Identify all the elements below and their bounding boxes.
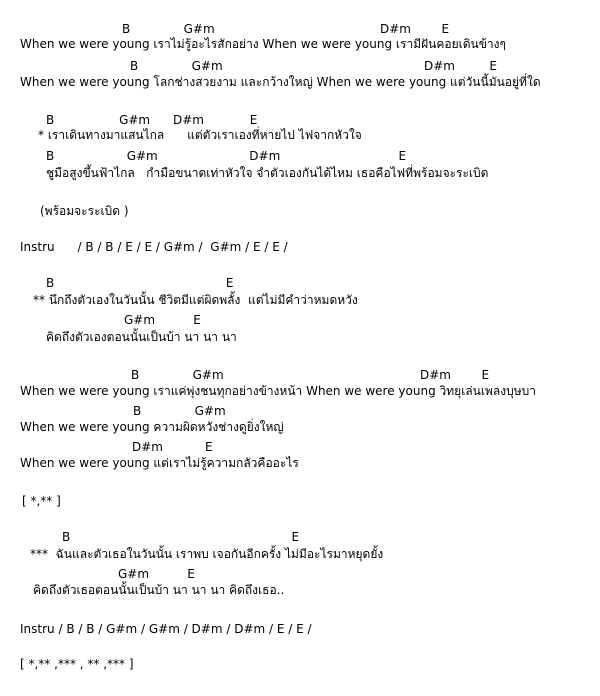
lyric-line: * เราเดินทางมาแสนไกล แต่ตัวเราเองที่หายไป ไฟจากหัวใจ: [38, 128, 362, 142]
instrumental-line: Instru / B / B / G#m / G#m / D#m / D#m / E / E /: [20, 622, 312, 636]
chord-line: D#m E: [424, 59, 497, 73]
repeat-marker: [ *,** ]: [22, 494, 61, 508]
lyric-line: When we were young ความผิดหวังช่างดูยิ่งใหญ่: [20, 420, 284, 434]
lyric-line: *** ฉันและตัวเธอในวันนั้น เราพบ เจอกันอีกครั้ง ไม่มีอะไรมาหยุดยั้ง: [30, 547, 384, 561]
lyric-line: When we were young แต่เราไม่รู้ความกลัวคืออะไร: [20, 456, 299, 470]
lyric-line: (พร้อมจะระเบิด ): [40, 204, 129, 218]
lyric-line: ชูมือสูงขึ้นฟ้าไกล กำมือขนาดเท่าหัวใจ จำตัวเองกันได้ไหม เธอคือไฟที่พร้อมจะระเบิด: [46, 166, 489, 180]
chord-line: B E: [62, 530, 300, 544]
chord-line: D#m E: [132, 440, 213, 454]
chord-line: G#m E: [124, 313, 201, 327]
chord-line: B G#m D#m E: [46, 113, 258, 127]
lyric-line: คิดถึงตัวเธอตอนนั้นเป็นบ้า นา นา นา คิดถึงเธอ..: [33, 583, 285, 597]
instrumental-line: Instru / B / B / E / E / G#m / G#m / E / E /: [20, 240, 288, 254]
chord-line: G#m E: [118, 567, 195, 581]
chord-line: D#m E: [420, 368, 490, 382]
lyric-line: When we were young เราแค่พุ่งชนทุกอย่างข้างหน้า When we were young วิทยุเล่นเพลงบุษบา: [20, 384, 536, 398]
lyric-line: When we were young เราไม่รู้อะไรสักอย่าง When we were young เรามีฝันคอยเดินข้างๆ: [20, 37, 506, 51]
chord-line: B G#m: [133, 404, 226, 418]
lyric-line: When we were young โลกช่างสวยงาม และกว้างใหญ่ When we were young แต่วันนี้มันอยู่ที่ใด: [20, 75, 541, 89]
chord-line: B G#m: [122, 22, 215, 36]
chord-line: B E: [46, 276, 234, 290]
lyric-line: ** นึกถึงตัวเองในวันนั้น ชีวิตมีแต่ผิดพลั้ง แต่ไม่มีคำว่าหมดหวัง: [33, 293, 358, 307]
chord-line: B G#m D#m E: [46, 149, 407, 163]
lyric-line: คิดถึงตัวเองตอนนั้นเป็นบ้า นา นา นา: [46, 330, 237, 344]
chord-line: D#m E: [380, 22, 450, 36]
chord-line: B G#m: [130, 59, 223, 73]
chord-line: B G#m: [131, 368, 224, 382]
repeat-marker: [ *,** ,*** , ** ,*** ]: [20, 657, 134, 671]
